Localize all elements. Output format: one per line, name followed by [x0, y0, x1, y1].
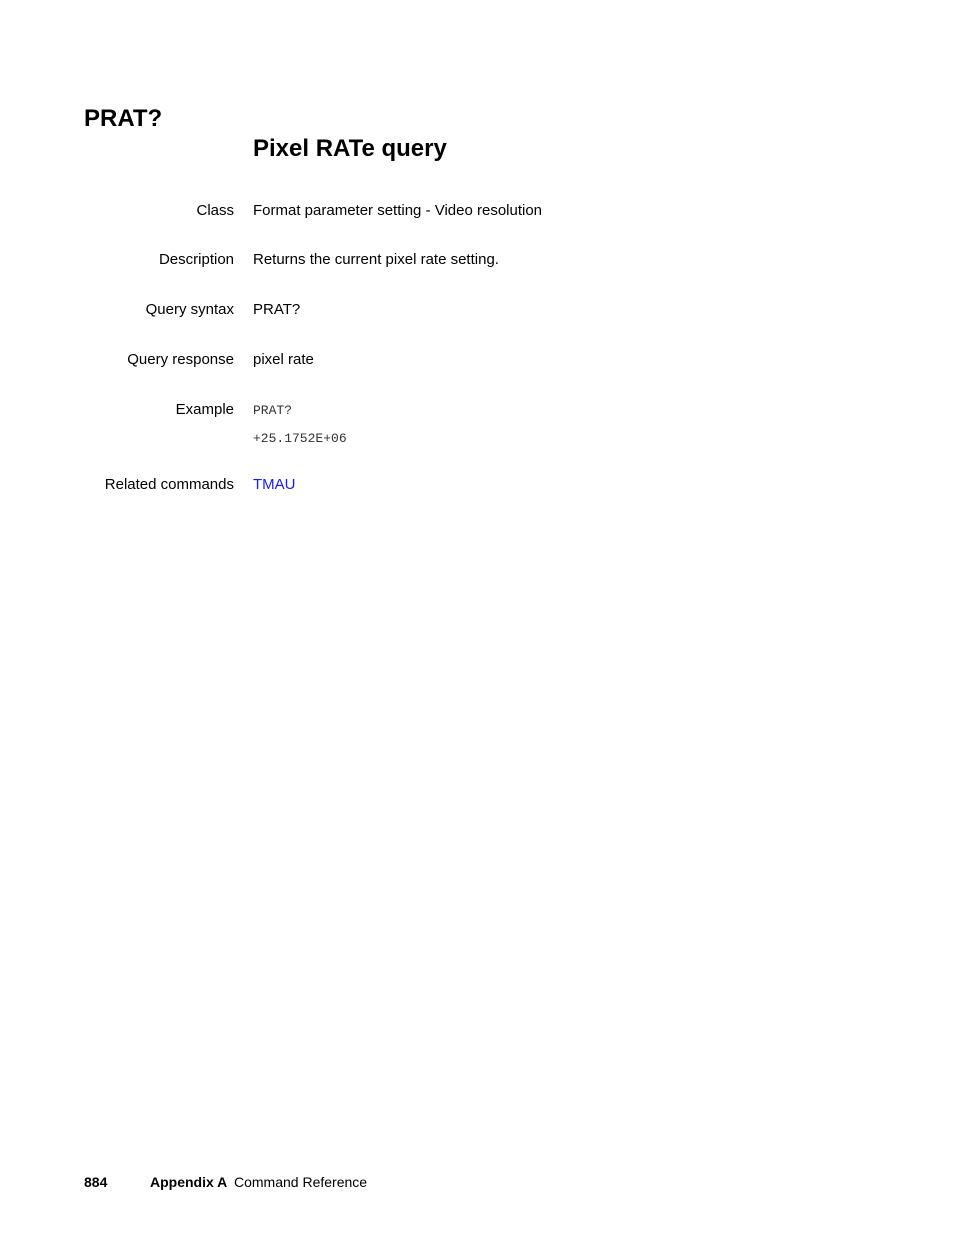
query-syntax-value: PRAT?: [253, 301, 301, 318]
class-value: Format parameter setting - Video resolution: [253, 202, 543, 219]
example-code-line-2: +25.1752E+06: [253, 431, 347, 446]
related-commands-value: [253, 475, 296, 495]
query-response-value: pixel rate: [253, 351, 314, 368]
description-label: Description: [158, 251, 234, 268]
related-commands-label: Related commands: [104, 476, 234, 493]
example-label: Example: [175, 401, 234, 418]
class-label: Class: [196, 202, 234, 219]
description-value: Returns the current pixel rate setting.: [253, 251, 499, 268]
footer-appendix: Appendix A: [150, 1174, 228, 1190]
example-code-line-1: PRAT?: [253, 403, 293, 418]
command-title: Pixel RATe query: [253, 135, 447, 162]
query-response-label: Query response: [127, 351, 234, 368]
command-name: PRAT?: [84, 105, 163, 132]
related-command-link-tmau[interactable]: TMAU: [253, 476, 296, 493]
page-number: 884: [84, 1174, 108, 1190]
query-syntax-label: Query syntax: [145, 301, 234, 318]
footer-section: Command Reference: [234, 1174, 368, 1190]
